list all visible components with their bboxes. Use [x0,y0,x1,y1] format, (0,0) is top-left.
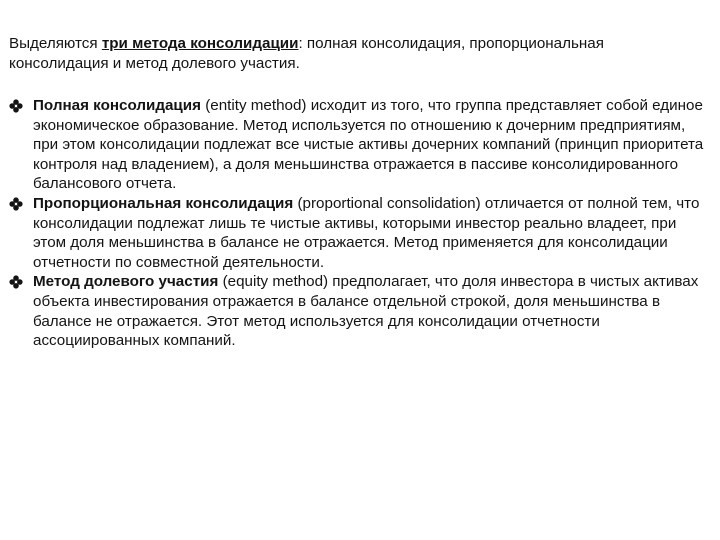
intro-rest: : полная консолидация, пропорциональная консолидация и метод долевого участия. [9,35,604,72]
diamond-bullet-icon [9,99,23,113]
list-item-equity-method [9,272,709,350]
bullet-text: (equity method) предполагает, что доля инвестора в чистых активах объекта инвестирования отражается в балансе отдельной строкой, доля меньшинства в балансе не отражается. Этот метод используется для консолидации отчетности ассоциированных компаний. [33,273,699,350]
list-item-full-consolidation [9,96,709,194]
bullet-term: Пропорциональная консолидация [33,194,294,212]
bullet-term: Полная консолидация [33,97,201,114]
bullet-term: Метод долевого участия [33,273,219,291]
methods-list [9,96,709,351]
bullet-text: (proportional consolidation) отличается от полной тем, что консолидации подлежат лишь те чистые активы, которыми инвестор реально владеет, при этом доля меньшинства в балансе не отражается. Метод применяется для консолидации отчетности по совместной деятельности. [33,194,700,271]
bullet-text: (entity method) исходит из того, что группа представляет собой единое экономическое образование. Метод используется по отношению к дочерним предприятиям, при этом консолидации подлежат все чистые активы дочерних компаний (принцип приоритета контроля над владением), а доля меньшинства отражается в пассиве консолидированного балансового отчета. [33,97,704,193]
diamond-bullet-icon [9,197,23,211]
intro-lead: Выделяются [9,35,102,52]
diamond-bullet-icon [9,275,23,289]
intro-emphasis: три метода консолидации [101,35,299,52]
list-item-proportional-consolidation [9,194,709,272]
intro-paragraph [9,34,699,74]
